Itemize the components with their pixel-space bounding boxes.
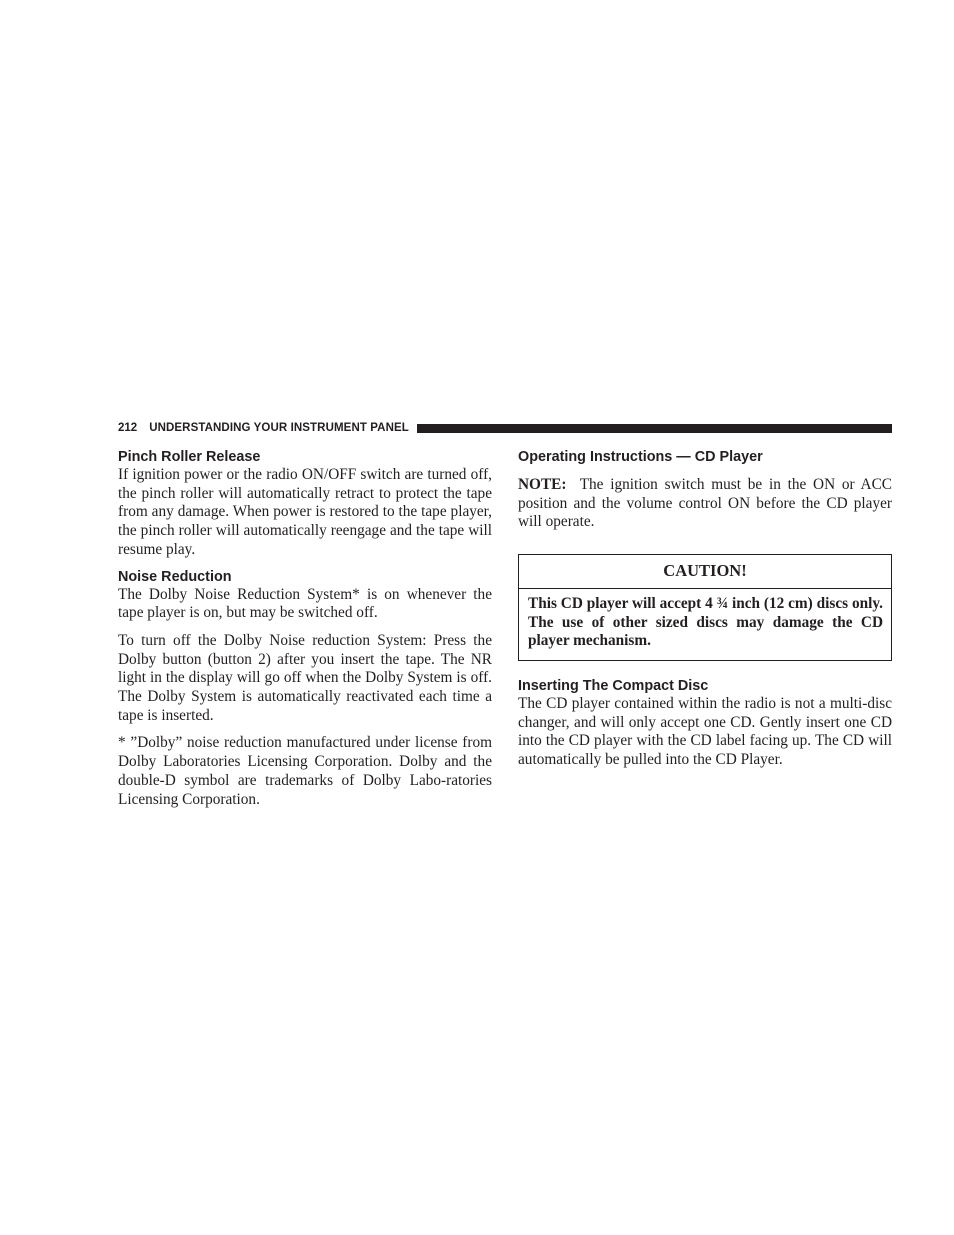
page-number: 212 (118, 422, 138, 434)
noise-reduction-para-2: To turn off the Dolby Noise reduction System: Press the Dolby button (button 2) after you insert the tape. The NR light in the display will go off when the Dolby System is off. The Dolby System is automatically reactivated each time a tape is inserted. (118, 631, 492, 724)
note-paragraph (518, 476, 892, 532)
caution-title: CAUTION! (519, 555, 891, 589)
section-title: UNDERSTANDING YOUR INSTRUMENT PANEL (149, 422, 409, 434)
pinch-roller-body: If ignition power or the radio ON/OFF switch are turned off, the pinch roller will automatically retract to protect the tape from any damage. When power is restored to the tape player, the pinch roller will automatically reengage and the tape will resume play. (118, 466, 492, 558)
inserting-cd-heading: Inserting The Compact Disc (518, 677, 709, 694)
page-header (118, 419, 892, 437)
dolby-footnote: * ”Dolby” noise reduction manufactured under license from Dolby Laboratories Licensing Corporation. Dolby and the double-D symbol are trademarks of Dolby Labo-ratories Licensing Corporation. (118, 734, 492, 808)
right-column (518, 448, 892, 770)
pinch-roller-heading: Pinch Roller Release (118, 449, 261, 465)
caution-box (518, 554, 892, 661)
note-label: NOTE: (518, 476, 567, 493)
inserting-cd-body: The CD player contained within the radio is not a multi-disc changer, and will only accept one CD. Gently insert one CD into the CD player with the CD label facing up. The CD will automatically be pulled into the CD Player. (518, 694, 892, 769)
left-column (118, 448, 492, 809)
note-text: The ignition switch must be in the ON or ACC position and the volume control ON before the CD player will operate. (518, 476, 892, 531)
operating-instructions-heading: Operating Instructions — CD Player (518, 449, 763, 465)
noise-reduction-para-1: The Dolby Noise Reduction System* is on whenever the tape player is on, but may be switched off. (118, 585, 492, 622)
header-rule (417, 424, 892, 433)
noise-reduction-heading: Noise Reduction (118, 568, 232, 585)
caution-body: This CD player will accept 4 ¾ inch (12 cm) discs only. The use of other sized discs may damage the CD player mechanism. (528, 594, 883, 650)
